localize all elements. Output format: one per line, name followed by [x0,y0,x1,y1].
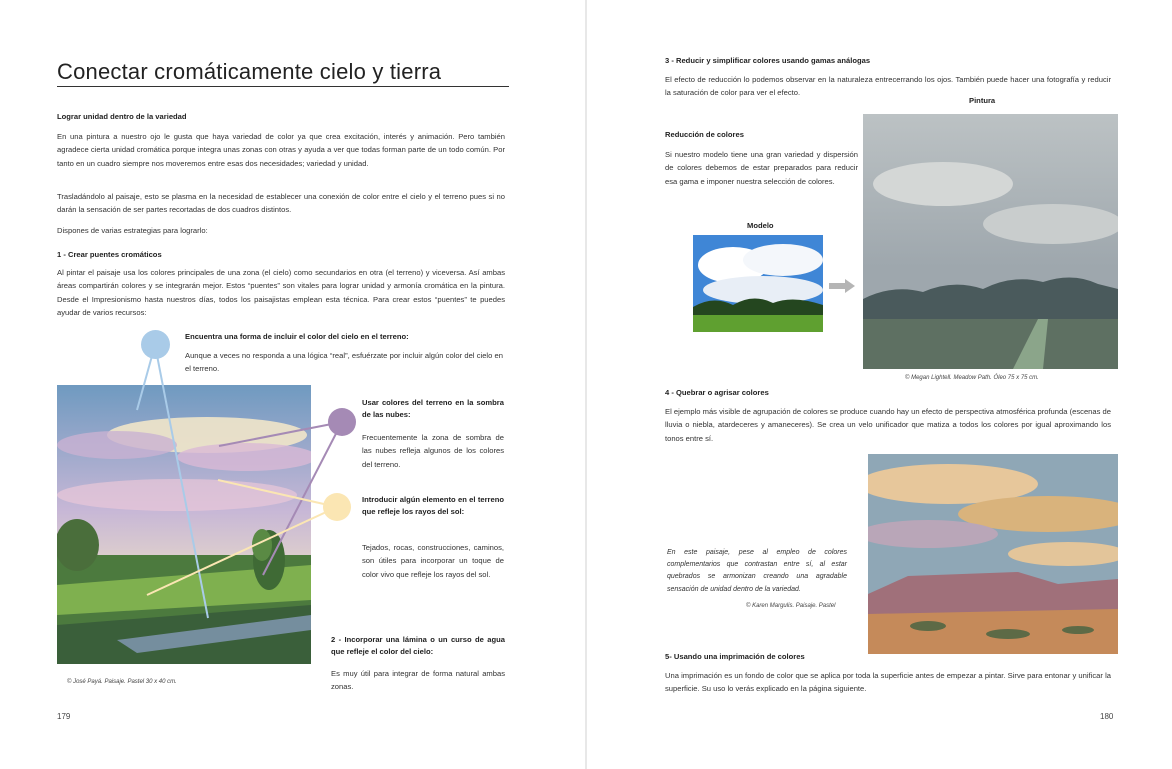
paragraph-landscape: Trasladándolo al paisaje, esto se plasma en la necesidad de establecer una conexión de color entre el cielo y el terreno pues si no darán la sensación de ser partes recortadas de dos cuadros distintos. [57,192,505,215]
page-number-left: 179 [57,712,71,721]
caption-lightell: © Megan Lightell. Meadow Path. Óleo 75 x 75 cm. [905,375,1039,381]
left-page [0,0,585,769]
paragraph-grey: El ejemplo más visible de agrupación de colores se produce cuando hay un efecto de perspectiva atmosférica profunda (escenas de lluvia o niebla, atardeceres y amaneceres). Se crea un velo unificador que matiza a todos los colores por igual aproximando los tonos entre sí. [665,407,1111,443]
paragraph-reduction: Si nuestro modelo tiene una gran variedad y dispersión de colores debemos de estar preparados para reducir esa gama e imponer nuestra selección de colores. [665,150,858,186]
resource-3-heading: Introducir algún elemento en el terreno que refleje los rayos del sol: [362,495,504,516]
resource-3-body: Tejados, rocas, construcciones, caminos, son útiles para incorporar un toque de color vivo que refleje los rayos del sol. [362,543,504,579]
circle-sky-marker [141,330,170,359]
right-page [587,0,1172,769]
resource-2-body: Frecuentemente la zona de sombra de las nubes refleja algunos de los colores del terreno. [362,433,504,469]
italic-note: En este paisaje, pese al empleo de colores complementarios que contrastan entre sí, al estar quebrados se armonizan creando una agradable sensación de unidad dentro de la variedad. [667,549,847,593]
heading-reduction: Reducción de colores [665,130,744,139]
heading-water: 2 - Incorporar una lámina o un curso de agua que refleje el color del cielo: [331,635,505,656]
circle-cloud-marker [328,408,356,436]
resource-1-heading: Encuentra una forma de incluir el color del cielo en el terreno: [185,332,409,341]
circle-sun-marker [323,493,351,521]
paragraph-analogous: El efecto de reducción lo podemos observar en la naturaleza entrecerrando los ojos. También puede hacer una fotografía y reducir la saturación de color para ver el efecto. [665,75,1111,98]
heading-grey: 4 - Quebrar o agrisar colores [665,388,769,397]
paragraph-priming: Una imprimación es un fondo de color que se aplica por toda la superficie antes de empezar a pintar. Sirve para entonar y unificar la superficie. Su uso lo verás explicado en la página siguiente. [665,671,1111,694]
paragraph-strategies: Dispones de varias estrategias para lograrlo: [57,226,208,235]
heading-analogous: 3 - Reducir y simplificar colores usando gamas análogas [665,56,871,65]
page-number-right: 180 [1100,712,1114,721]
label-model: Modelo [747,221,774,230]
heading-unity: Lograr unidad dentro de la variedad [57,112,187,121]
resource-2-heading: Usar colores del terreno en la sombra de las nubes: [362,398,504,419]
paragraph-bridges: Al pintar el paisaje usa los colores principales de una zona (el cielo) como secundarios en otra (el terreno) y viceversa. Así ambas áreas compartirán colores y se integrarán mejor. Estos “puentes” son vitales para lograr unidad y armonía cromática en la pintura. Desde el Impresionismo hasta nuestros días, todos los paisajistas emplean esta técnica. Para crear estos “puentes” te puedes ayudar de varios recursos: [57,268,505,318]
paragraph-water: Es muy útil para integrar de forma natural ambas zonas. [331,669,505,692]
caption-paya: © José Payá. Paisaje. Pastel 30 x 40 cm. [67,679,177,685]
resource-1-body: Aunque a veces no responda a una lógica “real”, esfuérzate por incluir algún color del cielo en el terreno. [185,351,503,374]
page-title: Conectar cromáticamente cielo y tierra [57,59,442,84]
meadow-painting [863,114,1118,369]
caption-margulis: © Karen Margulis. Paisaje. Pastel [746,603,836,609]
label-painting: Pintura [969,96,996,105]
paragraph-intro: En una pintura a nuestro ojo le gusta que haya variedad de color ya que crea excitación, interés y animación. Pero también agradece cierta unidad cromática porque integra unas zonas con otras y ayuda a ver que todas forman parte de un todo común. Por tanto en un cuadro siempre nos moveremos entre esas dos necesidades; variedad y unidad. [57,132,505,168]
arrow-right-icon [827,278,857,294]
model-photo [693,235,823,332]
heading-bridges: 1 - Crear puentes cromáticos [57,250,162,259]
heading-priming: 5- Usando una imprimación de colores [665,652,805,661]
pastel-landscape [868,454,1118,654]
